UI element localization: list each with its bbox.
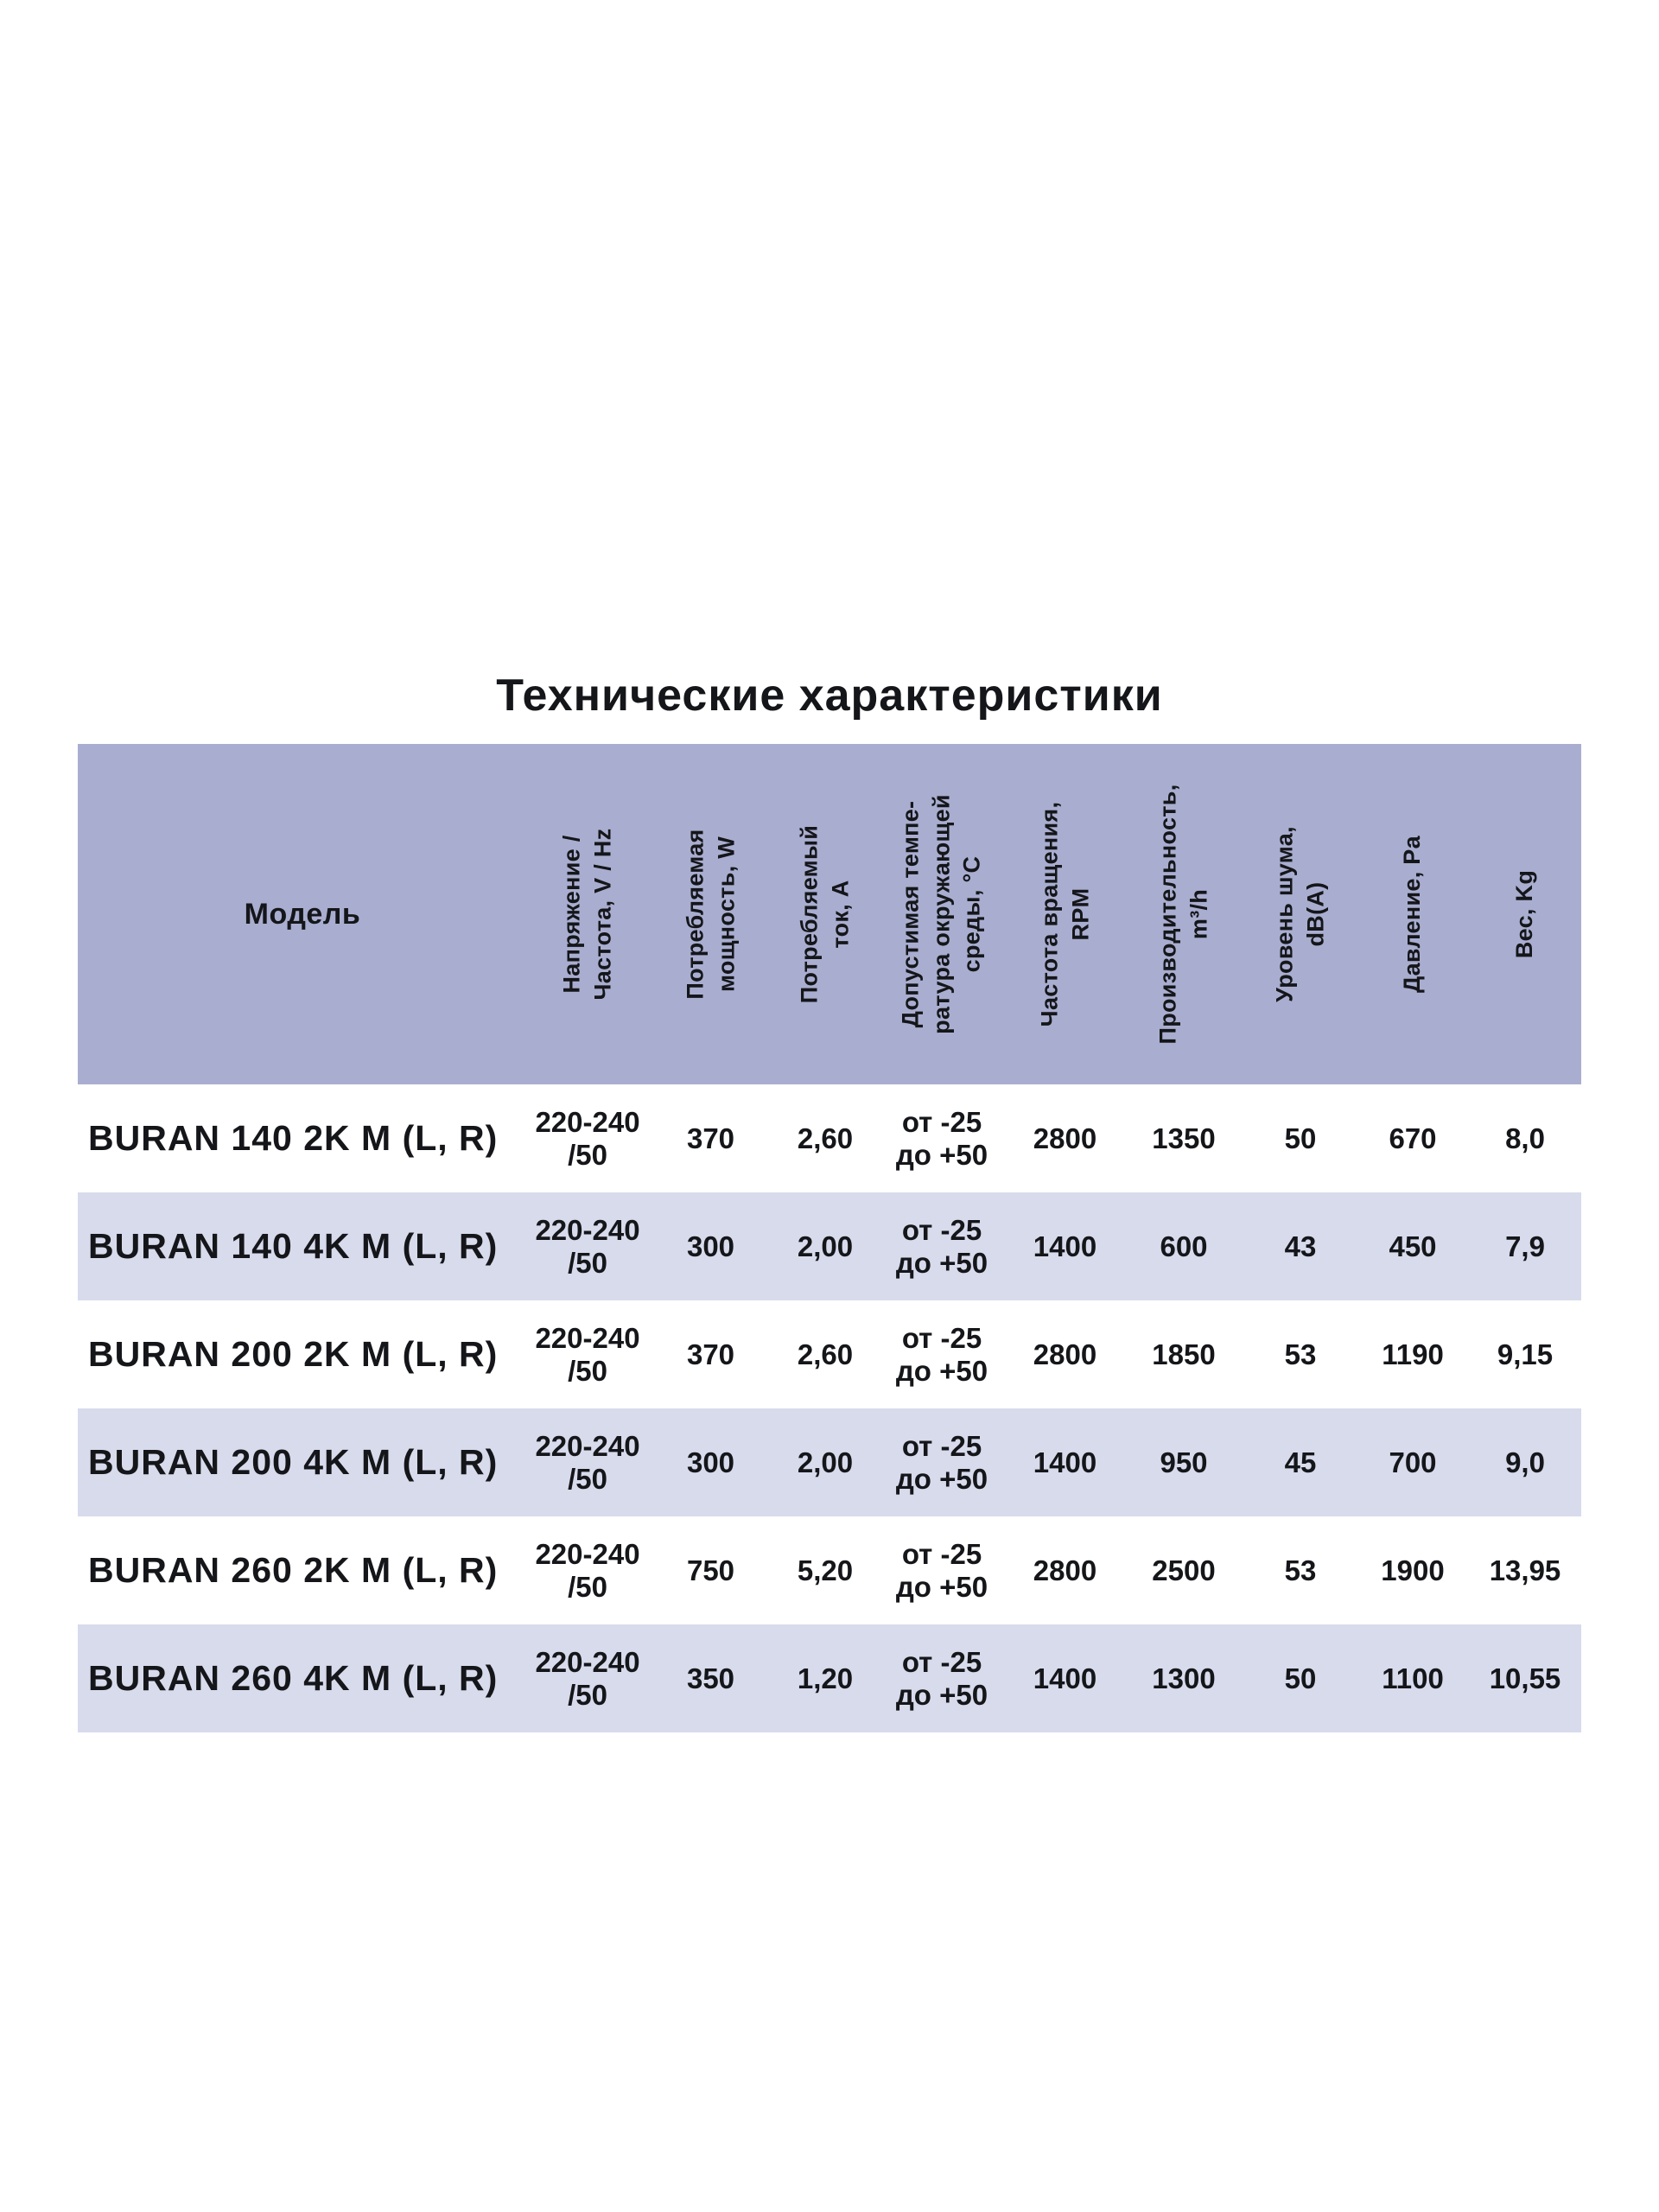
cell-voltage: 220-240 /50: [527, 1624, 648, 1732]
cell-noise: 45: [1244, 1408, 1357, 1516]
cell-current: 2,00: [773, 1408, 877, 1516]
cell-voltage: 220-240 /50: [527, 1084, 648, 1192]
cell-rpm: 2800: [1007, 1084, 1123, 1192]
cell-temperature: от -25 до +50: [877, 1516, 1007, 1624]
cell-voltage: 220-240 /50: [527, 1192, 648, 1300]
cell-power: 350: [648, 1624, 773, 1732]
table-row: [78, 1084, 1581, 1192]
cell-temperature: от -25 до +50: [877, 1408, 1007, 1516]
column-header-pressure-label: Давление, Pa: [1399, 836, 1426, 993]
cell-pressure: 1190: [1357, 1300, 1469, 1408]
cell-rpm: 2800: [1007, 1516, 1123, 1624]
table-row: [78, 1192, 1581, 1300]
cell-airflow: 1850: [1123, 1300, 1244, 1408]
cell-current: 2,00: [773, 1192, 877, 1300]
cell-airflow: 1350: [1123, 1084, 1244, 1192]
cell-airflow: 600: [1123, 1192, 1244, 1300]
cell-current: 1,20: [773, 1624, 877, 1732]
column-header-power: [648, 744, 773, 1084]
cell-voltage: 220-240 /50: [527, 1408, 648, 1516]
page-title: Технические характеристики: [496, 671, 1163, 721]
cell-noise: 43: [1244, 1192, 1357, 1300]
cell-weight: 13,95: [1469, 1516, 1581, 1624]
column-header-weight-label: Вес, Kg: [1511, 869, 1538, 959]
cell-model: BURAN 260 4K M (L, R): [78, 1624, 527, 1732]
cell-power: 750: [648, 1516, 773, 1624]
column-header-rpm-label: Частота вращения, RPM: [1035, 801, 1093, 1027]
cell-rpm: 1400: [1007, 1624, 1123, 1732]
cell-current: 2,60: [773, 1084, 877, 1192]
cell-airflow: 950: [1123, 1408, 1244, 1516]
cell-noise: 50: [1244, 1624, 1357, 1732]
header-row: [78, 744, 1581, 1084]
column-header-weight: [1469, 744, 1581, 1084]
cell-weight: 8,0: [1469, 1084, 1581, 1192]
column-header-model: Модель: [78, 744, 527, 1084]
cell-airflow: 2500: [1123, 1516, 1244, 1624]
column-header-temperature: [877, 744, 1007, 1084]
cell-power: 300: [648, 1408, 773, 1516]
cell-model: BURAN 140 4K M (L, R): [78, 1192, 527, 1300]
cell-noise: 50: [1244, 1084, 1357, 1192]
cell-power: 370: [648, 1084, 773, 1192]
cell-voltage: 220-240 /50: [527, 1300, 648, 1408]
cell-airflow: 1300: [1123, 1624, 1244, 1732]
cell-power: 370: [648, 1300, 773, 1408]
cell-model: BURAN 200 2K M (L, R): [78, 1300, 527, 1408]
spec-table: [78, 744, 1581, 1732]
cell-temperature: от -25 до +50: [877, 1192, 1007, 1300]
cell-noise: 53: [1244, 1300, 1357, 1408]
column-header-voltage: [527, 744, 648, 1084]
column-header-rpm: [1007, 744, 1123, 1084]
column-header-noise: [1244, 744, 1357, 1084]
cell-model: BURAN 200 4K M (L, R): [78, 1408, 527, 1516]
cell-pressure: 700: [1357, 1408, 1469, 1516]
column-header-current-label: Потребляемый ток, А: [796, 824, 853, 1004]
column-header-power-label: Потребляемая мощность, W: [681, 829, 739, 1000]
table-row: [78, 1300, 1581, 1408]
table-row: [78, 1408, 1581, 1516]
cell-current: 5,20: [773, 1516, 877, 1624]
cell-model: BURAN 140 2K M (L, R): [78, 1084, 527, 1192]
cell-pressure: 1100: [1357, 1624, 1469, 1732]
cell-pressure: 670: [1357, 1084, 1469, 1192]
cell-temperature: от -25 до +50: [877, 1624, 1007, 1732]
cell-rpm: 1400: [1007, 1192, 1123, 1300]
cell-weight: 10,55: [1469, 1624, 1581, 1732]
column-header-airflow: [1123, 744, 1244, 1084]
column-header-temperature-label: Допустимая темпе- ратура окружающей среды, °С: [897, 794, 985, 1034]
column-header-noise-label: Уровень шума, dB(A): [1271, 826, 1328, 1002]
cell-pressure: 1900: [1357, 1516, 1469, 1624]
cell-temperature: от -25 до +50: [877, 1084, 1007, 1192]
cell-rpm: 2800: [1007, 1300, 1123, 1408]
cell-weight: 7,9: [1469, 1192, 1581, 1300]
cell-noise: 53: [1244, 1516, 1357, 1624]
column-header-voltage-label: Напряжение / Частота, V / Hz: [558, 828, 615, 1001]
spec-table-header: [78, 744, 1581, 1084]
cell-rpm: 1400: [1007, 1408, 1123, 1516]
column-header-pressure: [1357, 744, 1469, 1084]
cell-temperature: от -25 до +50: [877, 1300, 1007, 1408]
cell-voltage: 220-240 /50: [527, 1516, 648, 1624]
cell-power: 300: [648, 1192, 773, 1300]
spec-table-body: [78, 1084, 1581, 1732]
cell-weight: 9,0: [1469, 1408, 1581, 1516]
column-header-current: [773, 744, 877, 1084]
cell-pressure: 450: [1357, 1192, 1469, 1300]
table-row: [78, 1516, 1581, 1624]
cell-current: 2,60: [773, 1300, 877, 1408]
cell-weight: 9,15: [1469, 1300, 1581, 1408]
table-row: [78, 1624, 1581, 1732]
column-header-airflow-label: Производительность, m³/h: [1154, 784, 1211, 1045]
cell-model: BURAN 260 2K M (L, R): [78, 1516, 527, 1624]
